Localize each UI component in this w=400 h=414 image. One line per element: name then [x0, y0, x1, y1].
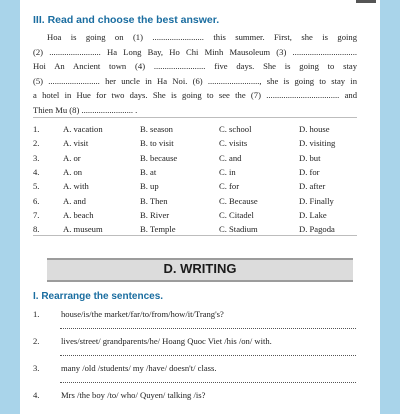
rearrange-item — [33, 309, 224, 319]
rearrange-item — [33, 390, 205, 400]
passage-line: Hoi An Ancient town (4) ........................ five days. She is going to stay — [33, 61, 357, 72]
scrambled-words: house/is/the market/far/to/from/how/it/Trang's? — [61, 309, 224, 319]
page-corner-mark — [356, 0, 376, 3]
answer-choice[interactable]: B. Temple — [140, 224, 176, 235]
answer-choice[interactable]: D. for — [299, 166, 320, 177]
option-row — [33, 153, 363, 167]
answer-choice[interactable]: B. to visit — [140, 138, 174, 149]
option-row — [33, 210, 363, 224]
answer-line[interactable] — [60, 354, 356, 356]
options-divider — [33, 235, 357, 236]
answer-line[interactable] — [60, 381, 356, 383]
answer-choice[interactable]: A. museum — [63, 224, 103, 235]
passage-line: (2) ........................ Ha Long Bay, Ho Chi Minh Mausoleum (3) .............................. — [33, 46, 357, 57]
answer-line[interactable] — [60, 327, 356, 329]
answer-choice[interactable]: D. Finally — [299, 195, 334, 206]
answer-choice[interactable]: C. school — [219, 124, 252, 134]
passage-line: Thien Mu (8) ........................ . — [33, 104, 138, 115]
answer-choice[interactable]: A. vacation — [63, 124, 103, 134]
question-number: 8. — [33, 224, 40, 235]
passage-line: Hoa is going on (1) ........................ this summer. First, she is going — [47, 32, 357, 42]
rearrange-item — [33, 336, 272, 346]
question-number: 1. — [33, 124, 40, 134]
answer-choice[interactable]: D. Pagoda — [299, 224, 335, 235]
item-number: 2. — [33, 336, 40, 346]
option-row — [33, 138, 363, 152]
answer-choice[interactable]: C. Citadel — [219, 209, 254, 220]
option-row — [33, 196, 363, 210]
answer-choice[interactable]: B. at — [140, 166, 157, 177]
section-title: III. Read and choose the best answer. — [33, 14, 220, 26]
question-number: 2. — [33, 138, 40, 149]
option-row — [33, 181, 363, 195]
answer-choice[interactable]: C. Stadium — [219, 224, 258, 235]
option-row — [33, 167, 363, 181]
writing-banner-title: D. WRITING — [163, 261, 237, 276]
answer-choice[interactable]: A. on — [63, 166, 83, 177]
writing-banner — [47, 258, 353, 282]
scrambled-words: lives/street/ grandparents/he/ Hoang Quoc Viet /his /on/ with. — [61, 336, 272, 346]
answer-choice[interactable]: A. or — [63, 152, 81, 163]
answer-choice[interactable]: B. up — [140, 181, 159, 192]
item-number: 4. — [33, 390, 40, 400]
answer-choice[interactable]: D. visiting — [299, 138, 336, 149]
question-number: 6. — [33, 195, 40, 206]
answer-choice[interactable]: C. visits — [219, 138, 248, 149]
item-number: 3. — [33, 363, 40, 373]
answer-choice[interactable]: A. beach — [63, 209, 94, 220]
answer-choice[interactable]: D. after — [299, 181, 326, 192]
reading-passage — [33, 30, 357, 118]
answer-choice[interactable]: A. visit — [63, 138, 89, 149]
answer-choice[interactable]: D. Lake — [299, 209, 327, 220]
passage-divider — [33, 117, 357, 118]
item-number: 1. — [33, 309, 40, 319]
answer-choice[interactable]: D. house — [299, 124, 330, 134]
answer-choice[interactable]: C. and — [219, 152, 242, 163]
question-number: 3. — [33, 152, 40, 163]
answer-choice[interactable]: A. and — [63, 195, 86, 206]
answer-choice[interactable]: C. Because — [219, 195, 258, 206]
answer-choice[interactable]: A. with — [63, 181, 89, 192]
answer-choice[interactable]: B. Then — [140, 195, 168, 206]
answer-choice[interactable]: B. season — [140, 124, 173, 134]
answer-choice[interactable]: D. but — [299, 152, 321, 163]
answer-choice[interactable]: C. for — [219, 181, 240, 192]
answer-choice[interactable]: C. in — [219, 166, 236, 177]
passage-line: a hotel in Hue for two days. She is going to see the (7) .................................. and — [33, 90, 357, 101]
option-row — [33, 124, 363, 138]
answer-choice[interactable]: B. because — [140, 152, 178, 163]
scrambled-words: Mrs /the boy /to/ who/ Quyen/ talking /is? — [61, 390, 206, 400]
question-number: 7. — [33, 209, 40, 220]
scrambled-words: many /old /students/ my /have/ doesn't/ class. — [61, 363, 217, 373]
question-number: 4. — [33, 166, 40, 177]
rearrange-item — [33, 363, 217, 373]
question-number: 5. — [33, 181, 40, 192]
answer-choice[interactable]: B. River — [140, 209, 170, 220]
writing-subtitle: I. Rearrange the sentences. — [33, 291, 164, 302]
passage-line: (5) ........................ her uncle in Ha Noi. (6) ........................, she is going to stay in — [33, 75, 357, 86]
